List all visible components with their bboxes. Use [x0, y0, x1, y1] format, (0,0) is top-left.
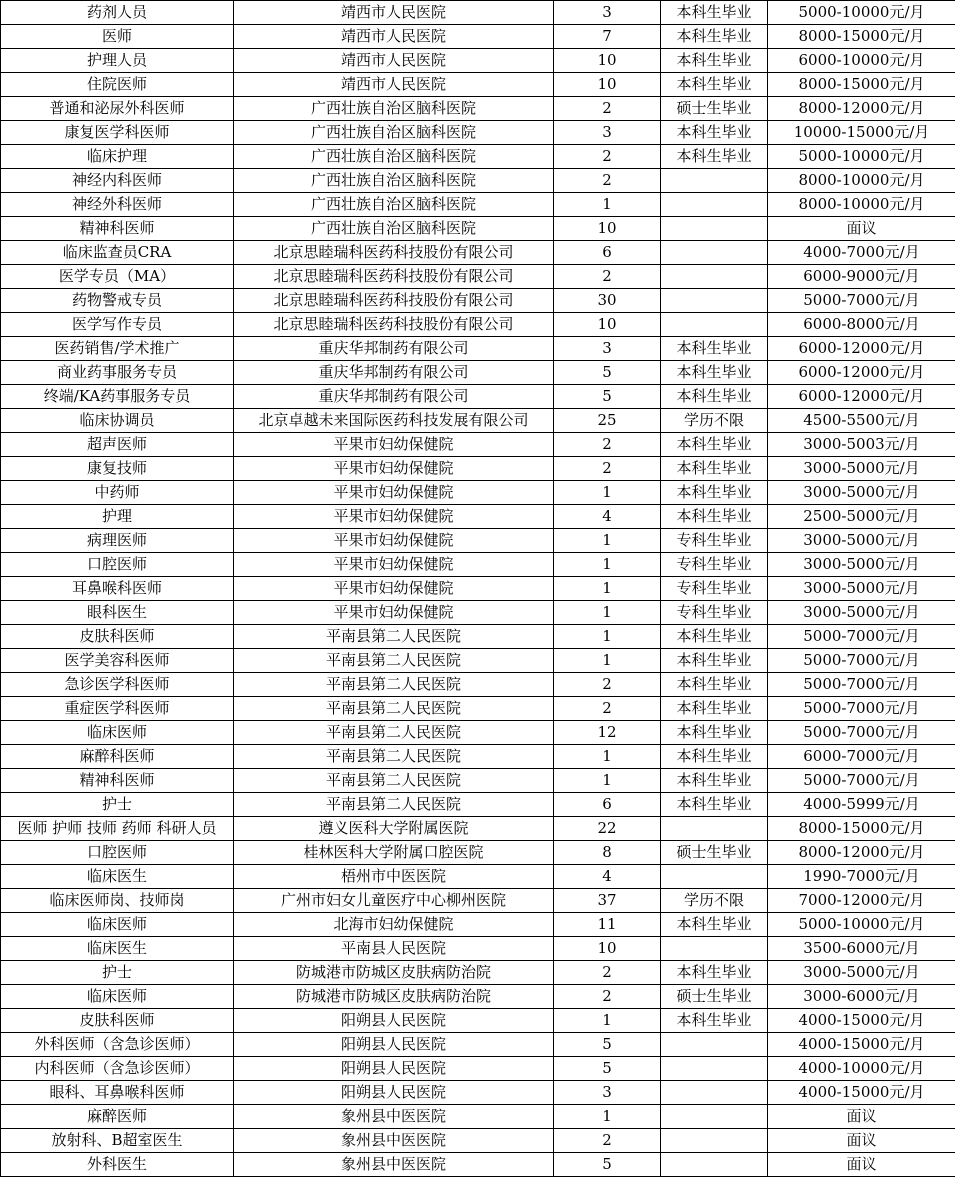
table-row — [1, 1105, 955, 1129]
position-cell: 药物警戒专员 — [1, 289, 234, 313]
salary-cell: 3000-5003元/月 — [768, 433, 955, 457]
employer-cell: 平南县第二人民医院 — [234, 745, 554, 769]
headcount-cell: 2 — [554, 1129, 661, 1153]
employer-cell: 平果市妇幼保健院 — [234, 529, 554, 553]
headcount-cell: 25 — [554, 409, 661, 433]
employer-cell: 平果市妇幼保健院 — [234, 553, 554, 577]
position-cell: 临床医生 — [1, 865, 234, 889]
headcount-cell: 2 — [554, 457, 661, 481]
position-cell: 药剂人员 — [1, 1, 234, 25]
employer-cell: 防城港市防城区皮肤病防治院 — [234, 985, 554, 1009]
education-cell — [661, 1057, 768, 1081]
salary-cell: 2500-5000元/月 — [768, 505, 955, 529]
headcount-cell: 2 — [554, 433, 661, 457]
education-cell — [661, 193, 768, 217]
education-cell: 专科生毕业 — [661, 577, 768, 601]
salary-cell: 面议 — [768, 1153, 955, 1177]
education-cell: 本科生毕业 — [661, 337, 768, 361]
education-cell: 本科生毕业 — [661, 73, 768, 97]
table-row — [1, 457, 955, 481]
position-cell: 临床协调员 — [1, 409, 234, 433]
table-row — [1, 49, 955, 73]
salary-cell: 面议 — [768, 1129, 955, 1153]
headcount-cell: 5 — [554, 361, 661, 385]
position-cell: 临床护理 — [1, 145, 234, 169]
education-cell: 本科生毕业 — [661, 1, 768, 25]
salary-cell: 5000-7000元/月 — [768, 625, 955, 649]
position-cell: 康复医学科医师 — [1, 121, 234, 145]
salary-cell: 3000-5000元/月 — [768, 961, 955, 985]
salary-cell: 5000-7000元/月 — [768, 697, 955, 721]
employer-cell: 阳朔县人民医院 — [234, 1009, 554, 1033]
education-cell: 本科生毕业 — [661, 49, 768, 73]
headcount-cell: 1 — [554, 1105, 661, 1129]
table-row — [1, 433, 955, 457]
salary-cell: 4000-15000元/月 — [768, 1009, 955, 1033]
headcount-cell: 11 — [554, 913, 661, 937]
headcount-cell: 5 — [554, 1153, 661, 1177]
headcount-cell: 1 — [554, 193, 661, 217]
salary-cell: 3500-6000元/月 — [768, 937, 955, 961]
employer-cell: 广西壮族自治区脑科医院 — [234, 97, 554, 121]
position-cell: 临床医师岗、技师岗 — [1, 889, 234, 913]
position-cell: 普通和泌尿外科医师 — [1, 97, 234, 121]
education-cell: 专科生毕业 — [661, 529, 768, 553]
salary-cell: 4000-10000元/月 — [768, 1057, 955, 1081]
education-cell: 专科生毕业 — [661, 553, 768, 577]
table-row — [1, 169, 955, 193]
table-row — [1, 769, 955, 793]
headcount-cell: 3 — [554, 1081, 661, 1105]
salary-cell: 5000-7000元/月 — [768, 289, 955, 313]
table-row — [1, 121, 955, 145]
employer-cell: 梧州市中医医院 — [234, 865, 554, 889]
employer-cell: 遵义医科大学附属医院 — [234, 817, 554, 841]
employer-cell: 桂林医科大学附属口腔医院 — [234, 841, 554, 865]
table-row — [1, 313, 955, 337]
position-cell: 精神科医师 — [1, 769, 234, 793]
salary-cell: 6000-8000元/月 — [768, 313, 955, 337]
headcount-cell: 3 — [554, 121, 661, 145]
salary-cell: 5000-10000元/月 — [768, 1, 955, 25]
headcount-cell: 10 — [554, 49, 661, 73]
employer-cell: 平果市妇幼保健院 — [234, 457, 554, 481]
position-cell: 医学写作专员 — [1, 313, 234, 337]
table-row — [1, 1057, 955, 1081]
education-cell: 本科生毕业 — [661, 25, 768, 49]
education-cell: 本科生毕业 — [661, 745, 768, 769]
table-row — [1, 625, 955, 649]
headcount-cell: 2 — [554, 145, 661, 169]
salary-cell: 5000-7000元/月 — [768, 769, 955, 793]
salary-cell: 5000-7000元/月 — [768, 673, 955, 697]
education-cell: 本科生毕业 — [661, 625, 768, 649]
employer-cell: 防城港市防城区皮肤病防治院 — [234, 961, 554, 985]
salary-cell: 面议 — [768, 217, 955, 241]
salary-cell: 8000-15000元/月 — [768, 73, 955, 97]
salary-cell: 8000-12000元/月 — [768, 841, 955, 865]
employer-cell: 象州县中医医院 — [234, 1105, 554, 1129]
headcount-cell: 2 — [554, 97, 661, 121]
salary-cell: 3000-5000元/月 — [768, 529, 955, 553]
headcount-cell: 10 — [554, 73, 661, 97]
table-row — [1, 217, 955, 241]
position-cell: 急诊医学科医师 — [1, 673, 234, 697]
headcount-cell: 8 — [554, 841, 661, 865]
salary-cell: 6000-12000元/月 — [768, 361, 955, 385]
employer-cell: 广西壮族自治区脑科医院 — [234, 121, 554, 145]
table-row — [1, 817, 955, 841]
headcount-cell: 1 — [554, 769, 661, 793]
employer-cell: 平果市妇幼保健院 — [234, 433, 554, 457]
employer-cell: 平南县第二人民医院 — [234, 721, 554, 745]
table-row — [1, 289, 955, 313]
employer-cell: 北京思睦瑞科医药科技股份有限公司 — [234, 289, 554, 313]
position-cell: 内科医师（含急诊医师） — [1, 1057, 234, 1081]
employer-cell: 象州县中医医院 — [234, 1129, 554, 1153]
employer-cell: 广州市妇女儿童医疗中心柳州医院 — [234, 889, 554, 913]
employer-cell: 阳朔县人民医院 — [234, 1081, 554, 1105]
headcount-cell: 1 — [554, 577, 661, 601]
education-cell: 本科生毕业 — [661, 961, 768, 985]
employer-cell: 平果市妇幼保健院 — [234, 601, 554, 625]
position-cell: 耳鼻喉科医师 — [1, 577, 234, 601]
education-cell — [661, 1105, 768, 1129]
salary-cell: 5000-7000元/月 — [768, 721, 955, 745]
salary-cell: 4000-5999元/月 — [768, 793, 955, 817]
position-cell: 麻醉医师 — [1, 1105, 234, 1129]
table-row — [1, 1009, 955, 1033]
education-cell: 学历不限 — [661, 889, 768, 913]
headcount-cell: 4 — [554, 865, 661, 889]
education-cell — [661, 865, 768, 889]
headcount-cell: 3 — [554, 1, 661, 25]
salary-cell: 5000-7000元/月 — [768, 649, 955, 673]
position-cell: 皮肤科医师 — [1, 625, 234, 649]
salary-cell: 4000-7000元/月 — [768, 241, 955, 265]
headcount-cell: 22 — [554, 817, 661, 841]
education-cell: 本科生毕业 — [661, 481, 768, 505]
salary-cell: 面议 — [768, 1105, 955, 1129]
table-row — [1, 25, 955, 49]
position-cell: 护理 — [1, 505, 234, 529]
position-cell: 终端/KA药事服务专员 — [1, 385, 234, 409]
salary-cell: 8000-15000元/月 — [768, 817, 955, 841]
table-row — [1, 193, 955, 217]
table-row — [1, 1, 955, 25]
salary-cell: 7000-12000元/月 — [768, 889, 955, 913]
position-cell: 口腔医师 — [1, 553, 234, 577]
table-row — [1, 145, 955, 169]
table-row — [1, 985, 955, 1009]
salary-cell: 6000-12000元/月 — [768, 385, 955, 409]
salary-cell: 8000-12000元/月 — [768, 97, 955, 121]
table-row — [1, 913, 955, 937]
employer-cell: 北京思睦瑞科医药科技股份有限公司 — [234, 241, 554, 265]
salary-cell: 3000-6000元/月 — [768, 985, 955, 1009]
education-cell — [661, 241, 768, 265]
headcount-cell: 1 — [554, 553, 661, 577]
education-cell: 本科生毕业 — [661, 697, 768, 721]
education-cell — [661, 169, 768, 193]
position-cell: 外科医生 — [1, 1153, 234, 1177]
headcount-cell: 1 — [554, 529, 661, 553]
employer-cell: 平南县第二人民医院 — [234, 769, 554, 793]
position-cell: 中药师 — [1, 481, 234, 505]
position-cell: 重症医学科医师 — [1, 697, 234, 721]
employer-cell: 广西壮族自治区脑科医院 — [234, 193, 554, 217]
education-cell: 硕士生毕业 — [661, 841, 768, 865]
employer-cell: 阳朔县人民医院 — [234, 1057, 554, 1081]
position-cell: 皮肤科医师 — [1, 1009, 234, 1033]
education-cell: 本科生毕业 — [661, 649, 768, 673]
table-row — [1, 529, 955, 553]
salary-cell: 6000-9000元/月 — [768, 265, 955, 289]
headcount-cell: 5 — [554, 1033, 661, 1057]
position-cell: 眼科医生 — [1, 601, 234, 625]
education-cell: 本科生毕业 — [661, 385, 768, 409]
headcount-cell: 1 — [554, 625, 661, 649]
headcount-cell: 1 — [554, 601, 661, 625]
position-cell: 病理医师 — [1, 529, 234, 553]
headcount-cell: 5 — [554, 385, 661, 409]
education-cell: 本科生毕业 — [661, 913, 768, 937]
salary-cell: 6000-7000元/月 — [768, 745, 955, 769]
salary-cell: 3000-5000元/月 — [768, 601, 955, 625]
position-cell: 医学专员（MA） — [1, 265, 234, 289]
education-cell: 本科生毕业 — [661, 145, 768, 169]
table-row — [1, 601, 955, 625]
employer-cell: 阳朔县人民医院 — [234, 1033, 554, 1057]
position-cell: 超声医师 — [1, 433, 234, 457]
table-row — [1, 241, 955, 265]
education-cell — [661, 217, 768, 241]
employer-cell: 平果市妇幼保健院 — [234, 577, 554, 601]
education-cell — [661, 313, 768, 337]
education-cell — [661, 1033, 768, 1057]
employer-cell: 北海市妇幼保健院 — [234, 913, 554, 937]
education-cell: 本科生毕业 — [661, 433, 768, 457]
table-row — [1, 1153, 955, 1177]
employer-cell: 靖西市人民医院 — [234, 49, 554, 73]
position-cell: 眼科、耳鼻喉科医师 — [1, 1081, 234, 1105]
headcount-cell: 2 — [554, 265, 661, 289]
headcount-cell: 10 — [554, 937, 661, 961]
education-cell: 本科生毕业 — [661, 1009, 768, 1033]
education-cell — [661, 1129, 768, 1153]
education-cell — [661, 265, 768, 289]
position-cell: 商业药事服务专员 — [1, 361, 234, 385]
employer-cell: 平果市妇幼保健院 — [234, 481, 554, 505]
education-cell: 本科生毕业 — [661, 793, 768, 817]
education-cell: 本科生毕业 — [661, 121, 768, 145]
position-cell: 医师 护师 技师 药师 科研人员 — [1, 817, 234, 841]
position-cell: 医药销售/学术推广 — [1, 337, 234, 361]
headcount-cell: 2 — [554, 697, 661, 721]
headcount-cell: 5 — [554, 1057, 661, 1081]
table-row — [1, 385, 955, 409]
employer-cell: 平南县第二人民医院 — [234, 697, 554, 721]
position-cell: 临床医生 — [1, 937, 234, 961]
table-row — [1, 721, 955, 745]
education-cell — [661, 937, 768, 961]
position-cell: 住院医师 — [1, 73, 234, 97]
employer-cell: 靖西市人民医院 — [234, 25, 554, 49]
headcount-cell: 7 — [554, 25, 661, 49]
position-cell: 护士 — [1, 961, 234, 985]
employer-cell: 广西壮族自治区脑科医院 — [234, 217, 554, 241]
table-row — [1, 505, 955, 529]
education-cell — [661, 289, 768, 313]
salary-cell: 8000-10000元/月 — [768, 193, 955, 217]
salary-cell: 6000-10000元/月 — [768, 49, 955, 73]
table-row — [1, 649, 955, 673]
headcount-cell: 1 — [554, 1009, 661, 1033]
table-row — [1, 937, 955, 961]
position-cell: 医学美容科医师 — [1, 649, 234, 673]
employer-cell: 平南县第二人民医院 — [234, 793, 554, 817]
headcount-cell: 1 — [554, 481, 661, 505]
table-row — [1, 865, 955, 889]
table-row — [1, 1033, 955, 1057]
employer-cell: 广西壮族自治区脑科医院 — [234, 169, 554, 193]
table-row — [1, 577, 955, 601]
salary-cell: 3000-5000元/月 — [768, 577, 955, 601]
headcount-cell: 10 — [554, 313, 661, 337]
headcount-cell: 30 — [554, 289, 661, 313]
salary-cell: 3000-5000元/月 — [768, 553, 955, 577]
headcount-cell: 37 — [554, 889, 661, 913]
employer-cell: 北京卓越未来国际医药科技发展有限公司 — [234, 409, 554, 433]
job-listing-body — [1, 1, 955, 1177]
table-row — [1, 409, 955, 433]
position-cell: 护理人员 — [1, 49, 234, 73]
position-cell: 外科医师（含急诊医师） — [1, 1033, 234, 1057]
headcount-cell: 6 — [554, 241, 661, 265]
salary-cell: 3000-5000元/月 — [768, 481, 955, 505]
position-cell: 精神科医师 — [1, 217, 234, 241]
table-row — [1, 73, 955, 97]
table-row — [1, 961, 955, 985]
position-cell: 神经外科医师 — [1, 193, 234, 217]
education-cell: 硕士生毕业 — [661, 985, 768, 1009]
headcount-cell: 6 — [554, 793, 661, 817]
salary-cell: 10000-15000元/月 — [768, 121, 955, 145]
education-cell: 专科生毕业 — [661, 601, 768, 625]
employer-cell: 平南县第二人民医院 — [234, 649, 554, 673]
headcount-cell: 2 — [554, 169, 661, 193]
headcount-cell: 3 — [554, 337, 661, 361]
position-cell: 临床医师 — [1, 913, 234, 937]
position-cell: 临床医师 — [1, 985, 234, 1009]
headcount-cell: 1 — [554, 649, 661, 673]
salary-cell: 4000-15000元/月 — [768, 1081, 955, 1105]
table-row — [1, 793, 955, 817]
salary-cell: 5000-10000元/月 — [768, 913, 955, 937]
salary-cell: 4500-5500元/月 — [768, 409, 955, 433]
education-cell: 本科生毕业 — [661, 769, 768, 793]
headcount-cell: 12 — [554, 721, 661, 745]
employer-cell: 重庆华邦制药有限公司 — [234, 361, 554, 385]
table-row — [1, 673, 955, 697]
education-cell: 本科生毕业 — [661, 457, 768, 481]
table-row — [1, 1081, 955, 1105]
table-row — [1, 361, 955, 385]
salary-cell: 1990-7000元/月 — [768, 865, 955, 889]
employer-cell: 靖西市人民医院 — [234, 73, 554, 97]
employer-cell: 平南县第二人民医院 — [234, 673, 554, 697]
table-row — [1, 337, 955, 361]
education-cell: 硕士生毕业 — [661, 97, 768, 121]
position-cell: 护士 — [1, 793, 234, 817]
education-cell — [661, 817, 768, 841]
position-cell: 康复技师 — [1, 457, 234, 481]
table-row — [1, 265, 955, 289]
salary-cell: 5000-10000元/月 — [768, 145, 955, 169]
position-cell: 神经内科医师 — [1, 169, 234, 193]
education-cell: 学历不限 — [661, 409, 768, 433]
position-cell: 放射科、B超室医生 — [1, 1129, 234, 1153]
employer-cell: 重庆华邦制药有限公司 — [234, 337, 554, 361]
table-row — [1, 745, 955, 769]
position-cell: 临床医师 — [1, 721, 234, 745]
education-cell: 本科生毕业 — [661, 673, 768, 697]
headcount-cell: 4 — [554, 505, 661, 529]
employer-cell: 北京思睦瑞科医药科技股份有限公司 — [234, 265, 554, 289]
salary-cell: 8000-10000元/月 — [768, 169, 955, 193]
salary-cell: 3000-5000元/月 — [768, 457, 955, 481]
headcount-cell: 1 — [554, 745, 661, 769]
salary-cell: 8000-15000元/月 — [768, 25, 955, 49]
employer-cell: 象州县中医医院 — [234, 1153, 554, 1177]
table-row — [1, 97, 955, 121]
table-row — [1, 697, 955, 721]
table-row — [1, 889, 955, 913]
table-row — [1, 1129, 955, 1153]
salary-cell: 6000-12000元/月 — [768, 337, 955, 361]
education-cell — [661, 1153, 768, 1177]
employer-cell: 平南县第二人民医院 — [234, 625, 554, 649]
table-row — [1, 553, 955, 577]
table-row — [1, 841, 955, 865]
position-cell: 医师 — [1, 25, 234, 49]
education-cell: 本科生毕业 — [661, 721, 768, 745]
employer-cell: 北京思睦瑞科医药科技股份有限公司 — [234, 313, 554, 337]
employer-cell: 平果市妇幼保健院 — [234, 505, 554, 529]
headcount-cell: 2 — [554, 985, 661, 1009]
employer-cell: 平南县人民医院 — [234, 937, 554, 961]
employer-cell: 靖西市人民医院 — [234, 1, 554, 25]
employer-cell: 广西壮族自治区脑科医院 — [234, 145, 554, 169]
education-cell: 本科生毕业 — [661, 361, 768, 385]
education-cell — [661, 1081, 768, 1105]
headcount-cell: 2 — [554, 673, 661, 697]
position-cell: 口腔医师 — [1, 841, 234, 865]
headcount-cell: 2 — [554, 961, 661, 985]
position-cell: 麻醉科医师 — [1, 745, 234, 769]
headcount-cell: 10 — [554, 217, 661, 241]
education-cell: 本科生毕业 — [661, 505, 768, 529]
position-cell: 临床监查员CRA — [1, 241, 234, 265]
table-row — [1, 481, 955, 505]
employer-cell: 重庆华邦制药有限公司 — [234, 385, 554, 409]
salary-cell: 4000-15000元/月 — [768, 1033, 955, 1057]
